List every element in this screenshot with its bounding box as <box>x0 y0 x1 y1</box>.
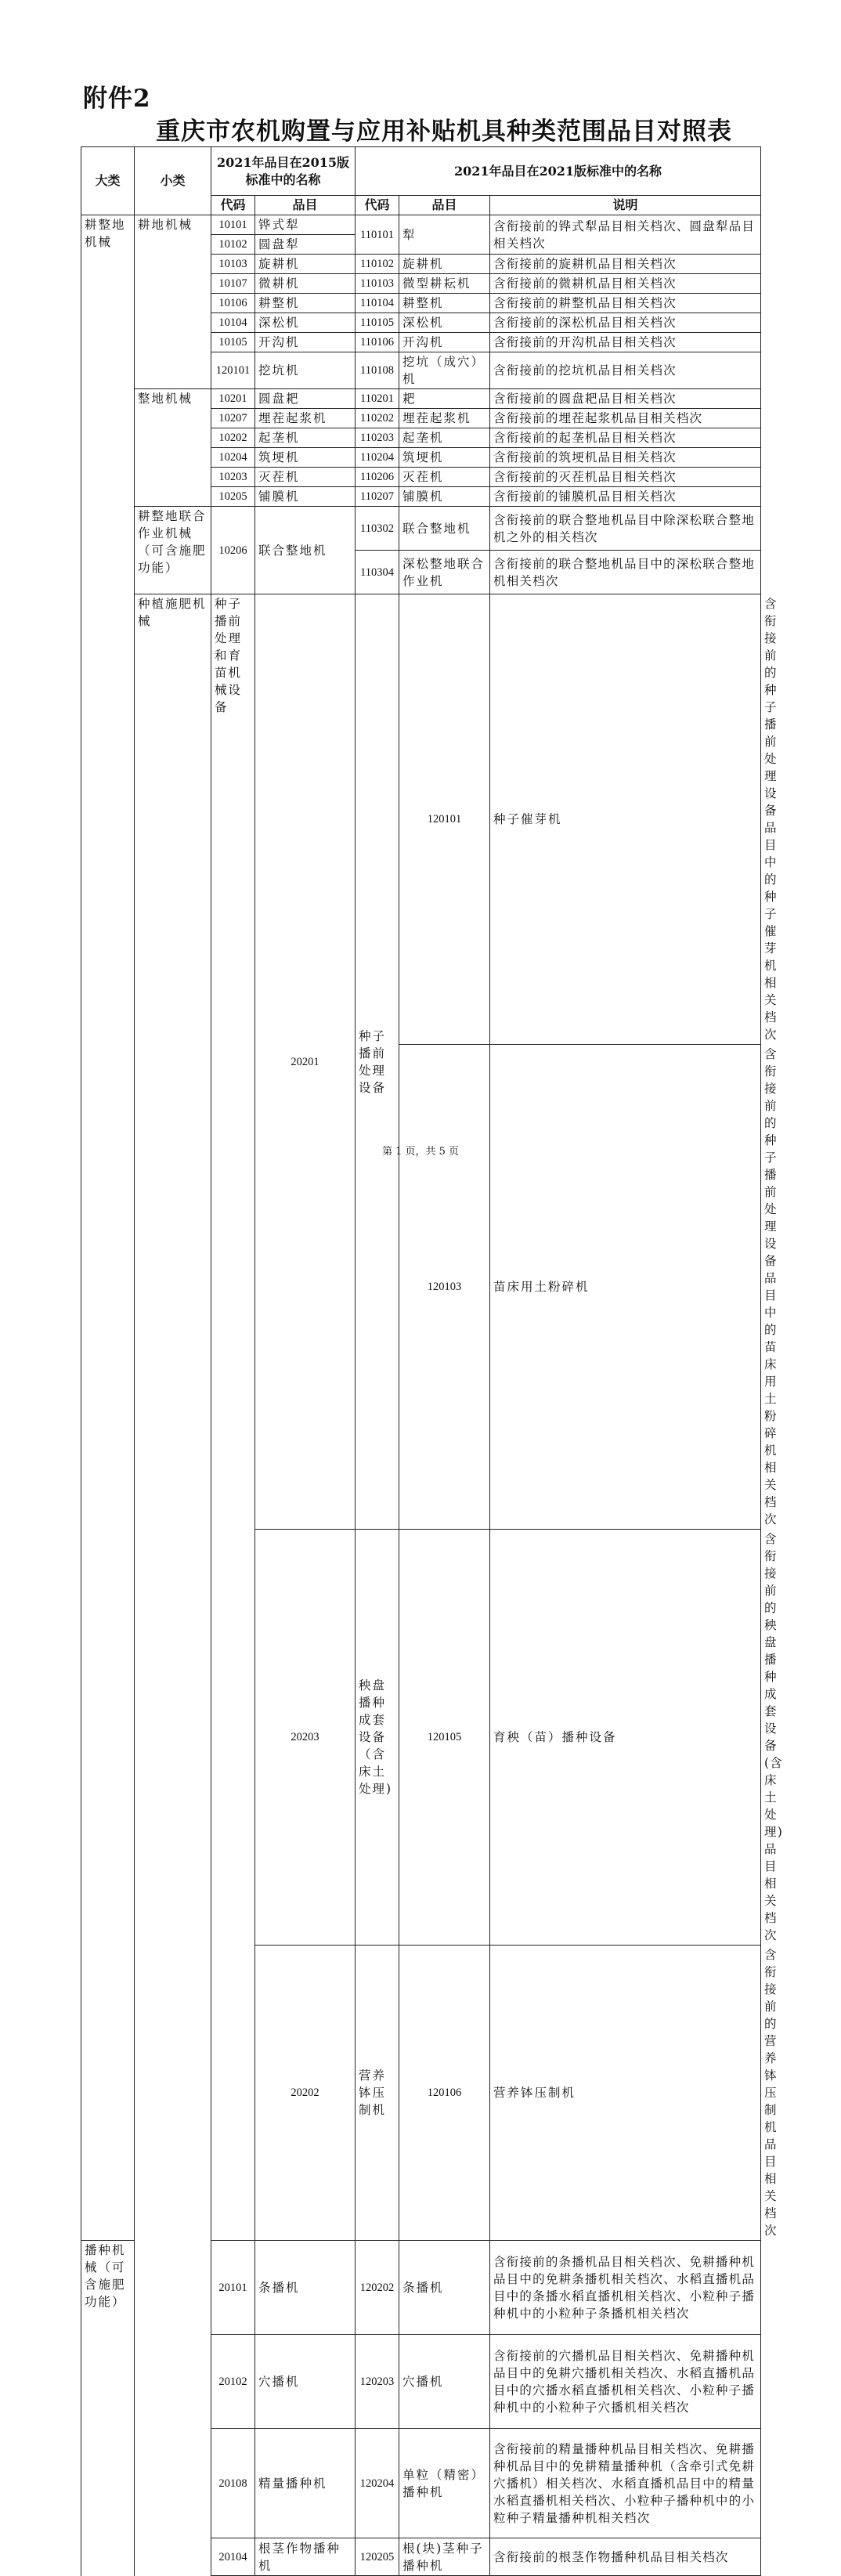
code-2021: 120204 <box>356 2429 399 2538</box>
code-2015: 10206 <box>211 507 255 594</box>
item-2021: 旋耕机 <box>399 255 490 274</box>
header-major: 大类 <box>81 147 135 215</box>
header-minor: 小类 <box>135 147 211 215</box>
header-item-2021: 品目 <box>399 196 490 215</box>
note: 含衔接前的微耕机品目相关档次 <box>490 274 761 294</box>
table-row: 种植施肥机械 种子播前处理和育苗机械设备 20201 种子播前处理设备 120101 种子催芽机 含衔接前的种子播前处理设备品目中的种子催芽机相关档次 <box>81 594 761 1045</box>
code-2021: 110203 <box>356 428 399 448</box>
code-2021: 120203 <box>356 2335 399 2429</box>
code-2021: 110103 <box>356 274 399 294</box>
item-2015: 圆盘犁 <box>255 235 356 255</box>
code-2015: 10103 <box>211 255 255 274</box>
note: 含衔接前的耕整机品目相关档次 <box>490 294 761 313</box>
code-2015: 10104 <box>211 313 255 333</box>
item-2015: 铧式犁 <box>255 215 356 235</box>
code-2015: 10102 <box>211 235 255 255</box>
code-2021: 110101 <box>356 215 399 255</box>
item-2015: 微耕机 <box>255 274 356 294</box>
item-2021: 联合整地机 <box>399 507 490 551</box>
item-2015: 圆盘耙 <box>255 389 356 409</box>
table-row: 120103 苗床用土粉碎机 含衔接前的种子播前处理设备品目中的苗床用土粉碎机相关档次 <box>81 1045 761 1530</box>
code-2015: 20101 <box>211 2241 255 2335</box>
mapping-table <box>81 146 783 2576</box>
item-2021: 筑埂机 <box>399 448 490 468</box>
item-2015: 起垄机 <box>255 428 356 448</box>
note: 含衔接前的精量播种机品目相关档次、免耕播种机品目中的免耕精量播种机（含牵引式免耕穴播机）相关档次、水稻直播机品目中的精量水稻直播机相关档次、小粒种子播种机中的小粒种子精量播种机相关档次 <box>490 2429 761 2538</box>
note: 含衔接前的旋耕机品目相关档次 <box>490 255 761 274</box>
header-std2021: 2021年品目在2021版标准中的名称 <box>356 147 761 196</box>
code-2015: 20201 <box>255 594 356 1530</box>
code-2021: 110207 <box>356 487 399 507</box>
item-2015: 条播机 <box>255 2241 356 2335</box>
subcategory-combined-tillage: 耕整地联合作业机械（可含施肥功能） <box>135 507 211 594</box>
note: 含衔接前的联合整地机品目中除深松联合整地机之外的相关档次 <box>490 507 761 551</box>
item-2021: 埋茬起浆机 <box>399 409 490 428</box>
code-2021: 120103 <box>399 1045 490 1530</box>
code-2021: 110202 <box>356 409 399 428</box>
code-2021: 110102 <box>356 255 399 274</box>
header-code-2021: 代码 <box>356 196 399 215</box>
code-2015: 20202 <box>255 1946 356 2241</box>
note: 含衔接前的联合整地机品目中的深松联合整地机相关档次 <box>490 551 761 594</box>
item-2021: 穴播机 <box>399 2335 490 2429</box>
table-row <box>81 507 761 551</box>
table-row <box>81 389 761 409</box>
item-2015: 旋耕机 <box>255 255 356 274</box>
item-2015: 埋茬起浆机 <box>255 409 356 428</box>
item-2015: 挖坑机 <box>255 352 356 389</box>
item-2015: 种子播前处理设备 <box>356 594 399 1530</box>
item-2015: 深松机 <box>255 313 356 333</box>
code-2015: 10203 <box>211 468 255 487</box>
item-2021: 开沟机 <box>399 333 490 352</box>
note: 含衔接前的根茎作物播种机品目相关档次 <box>490 2538 761 2576</box>
note: 含衔接前的深松机品目相关档次 <box>490 313 761 333</box>
note: 含衔接前的穴播机品目相关档次、免耕播种机品目中的免耕穴播机相关档次、水稻直播机品目中的穴播水稻直播机相关档次、小粒种子播种机中的小粒种子穴播机相关档次 <box>490 2335 761 2429</box>
item-2015: 开沟机 <box>255 333 356 352</box>
item-2021: 耕整机 <box>399 294 490 313</box>
item-2021: 深松机 <box>399 313 490 333</box>
subcategory-seed-prep: 种子播前处理和育苗机械设备 <box>211 594 255 2241</box>
code-2015: 20203 <box>255 1530 356 1946</box>
subcategory-seeding: 播种机械（可含施肥功能） <box>81 2241 135 2576</box>
note: 含衔接前的灭茬机品目相关档次 <box>490 468 761 487</box>
page-footer: 第 1 页，共 5 页 <box>381 1146 460 1158</box>
code-2021: 110106 <box>356 333 399 352</box>
item-2021: 种子催芽机 <box>490 594 761 1045</box>
code-2021: 110206 <box>356 468 399 487</box>
item-2015: 精量播种机 <box>255 2429 356 2538</box>
code-2015: 20108 <box>211 2429 255 2538</box>
item-2015: 联合整地机 <box>255 507 356 594</box>
code-2015: 10207 <box>211 409 255 428</box>
item-2021: 挖坑（成穴）机 <box>399 352 490 389</box>
code-2021: 120101 <box>399 594 490 1045</box>
item-2021: 苗床用土粉碎机 <box>490 1045 761 1530</box>
code-2021: 110105 <box>356 313 399 333</box>
code-2015: 20104 <box>211 2538 255 2576</box>
item-2021: 灭茬机 <box>399 468 490 487</box>
header-note: 说明 <box>490 196 761 215</box>
code-2021: 120106 <box>399 1946 490 2241</box>
item-2021: 微型耕耘机 <box>399 274 490 294</box>
code-2021: 110104 <box>356 294 399 313</box>
item-2015: 营养钵压制机 <box>356 1946 399 2241</box>
header-std2015: 2021年品目在2015版标准中的名称 <box>211 147 356 196</box>
code-2021: 110108 <box>356 352 399 389</box>
table-row: 20202 营养钵压制机 120106 营养钵压制机 含衔接前的营养钵压制机品目相关档次 <box>81 1946 761 2241</box>
item-2015: 耕整机 <box>255 294 356 313</box>
item-2015: 穴播机 <box>255 2335 356 2429</box>
page-title: 重庆市农机购置与应用补贴机具种类范围品目对照表 <box>156 117 732 146</box>
item-2015: 根茎作物播种机 <box>255 2538 356 2576</box>
code-2015: 10205 <box>211 487 255 507</box>
note: 含衔接前的开沟机品目相关档次 <box>490 333 761 352</box>
subcategory-plowing: 耕地机械 <box>135 215 211 389</box>
code-2015: 10202 <box>211 428 255 448</box>
header-item-2015: 品目 <box>255 196 356 215</box>
code-2021: 110304 <box>356 551 399 594</box>
item-2021: 犁 <box>399 215 490 255</box>
code-2021: 120205 <box>356 2538 399 2576</box>
note: 含衔接前的圆盘耙品目相关档次 <box>490 389 761 409</box>
attachment-label: 附件2 <box>83 85 151 113</box>
note: 含衔接前的筑埂机品目相关档次 <box>490 448 761 468</box>
item-2021: 耙 <box>399 389 490 409</box>
item-2021: 条播机 <box>399 2241 490 2335</box>
note: 含衔接前的铧式犁品目相关档次、圆盘犁品目相关档次 <box>490 215 761 255</box>
code-2015: 10101 <box>211 215 255 235</box>
code-2021: 120105 <box>399 1530 490 1946</box>
code-2015: 120101 <box>211 352 255 389</box>
item-2015: 秧盘播种成套设备（含床土处理) <box>356 1530 399 1946</box>
item-2021: 铺膜机 <box>399 487 490 507</box>
item-2021: 深松整地联合作业机 <box>399 551 490 594</box>
code-2015: 10201 <box>211 389 255 409</box>
note: 含衔接前的条播机品目相关档次、免耕播种机品目中的免耕条播机相关档次、水稻直播机品目中的条播水稻直播机相关档次、小粒种子播种机中的小粒种子条播机相关档次 <box>490 2241 761 2335</box>
code-2015: 10105 <box>211 333 255 352</box>
code-2021: 110204 <box>356 448 399 468</box>
table-row: 20203 秧盘播种成套设备（含床土处理) 120105 育秧（苗）播种设备 含衔接前的秧盘播种成套设备(含床土处理)品目相关档次 <box>81 1530 761 1946</box>
item-2021: 根(块)茎种子播种机 <box>399 2538 490 2576</box>
code-2015: 10204 <box>211 448 255 468</box>
note: 含衔接前的起垄机品目相关档次 <box>490 428 761 448</box>
item-2021: 单粒（精密）播种机 <box>399 2429 490 2538</box>
item-2021: 营养钵压制机 <box>490 1946 761 2241</box>
code-2015: 10107 <box>211 274 255 294</box>
item-2015: 铺膜机 <box>255 487 356 507</box>
code-2021: 110201 <box>356 389 399 409</box>
category-planting: 种植施肥机械 <box>135 594 211 2576</box>
category-tillage: 耕整地机械 <box>81 215 135 2241</box>
table-row <box>81 215 761 235</box>
note: 含衔接前的埋茬起浆机品目相关档次 <box>490 409 761 428</box>
code-2015: 10106 <box>211 294 255 313</box>
code-2015: 20102 <box>211 2335 255 2429</box>
item-2015: 灭茬机 <box>255 468 356 487</box>
item-2021: 育秧（苗）播种设备 <box>490 1530 761 1946</box>
code-2021: 120202 <box>356 2241 399 2335</box>
header-code-2015: 代码 <box>211 196 255 215</box>
code-2021: 110302 <box>356 507 399 551</box>
header-row-1 <box>81 147 761 196</box>
note: 含衔接前的挖坑机品目相关档次 <box>490 352 761 389</box>
note: 含衔接前的铺膜机品目相关档次 <box>490 487 761 507</box>
subcategory-land-prep: 整地机械 <box>135 389 211 507</box>
item-2015: 筑埂机 <box>255 448 356 468</box>
item-2021: 起垄机 <box>399 428 490 448</box>
